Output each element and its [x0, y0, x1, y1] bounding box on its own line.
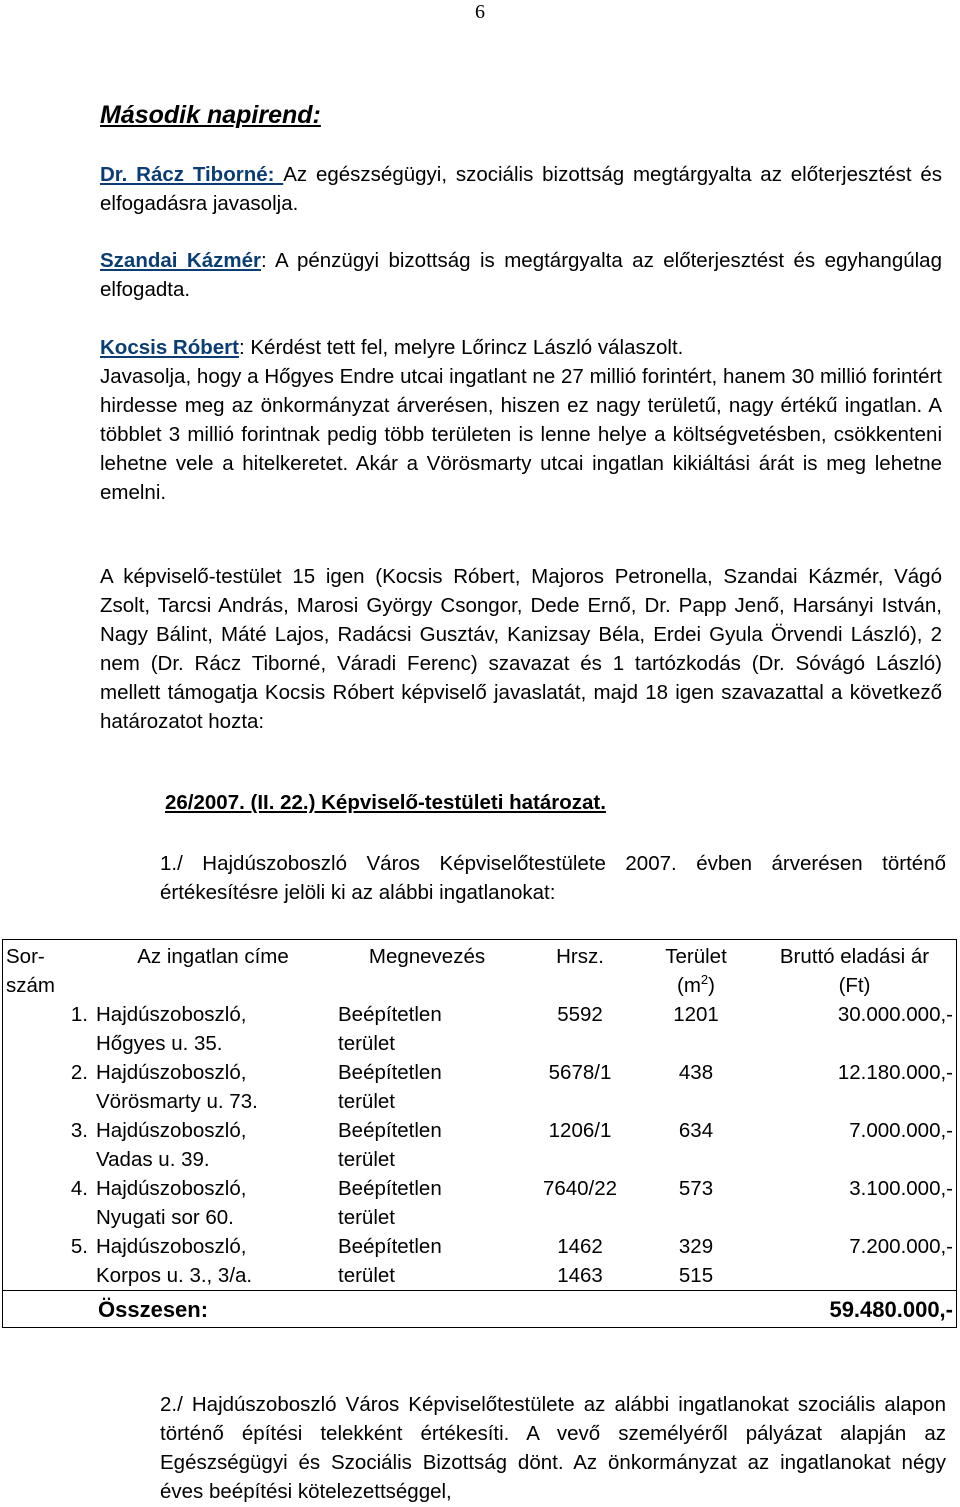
row-address: Hajdúszoboszló, Korpos u. 3., 3/a. — [96, 1235, 253, 1287]
row-hrsz: 1206/1 — [548, 1119, 612, 1142]
row-area: 1201 — [673, 1003, 719, 1026]
resolution-item-1: 1./ Hajdúszoboszló Város Képviselőtestülete 2007. évben árverésen történő értékesítésre jelöli ki az alábbi ingatlanokat: — [160, 852, 946, 904]
row-address: Hajdúszoboszló, Hőgyes u. 35. — [96, 1003, 247, 1055]
row-address: Hajdúszoboszló, Vörösmarty u. 73. — [96, 1061, 258, 1113]
agenda-title: Második napirend: — [100, 101, 321, 129]
row-type: Beépítetlen terület — [338, 1177, 442, 1229]
paragraph-committee-finance — [100, 246, 942, 304]
table-row — [2, 1232, 957, 1291]
paragraph-text: : Kérdést tett fel, melyre Lőrincz László válaszolt. — [238, 336, 684, 359]
total-value: 59.480.000,- — [752, 1291, 957, 1329]
table-row — [2, 1116, 957, 1174]
row-number: 4. — [70, 1177, 88, 1200]
row-hrsz: 7640/22 — [542, 1177, 618, 1200]
row-number: 2. — [70, 1061, 88, 1084]
resolution-title: 26/2007. (II. 22.) Képviselő-testületi határozat. — [165, 791, 606, 814]
row-type: Beépítetlen terület — [338, 1061, 442, 1113]
speaker-name: Szandai Kázmér — [100, 249, 261, 272]
row-price: 3.100.000,- — [849, 1177, 953, 1200]
paragraph-question — [100, 333, 942, 362]
row-type: Beépítetlen terület — [338, 1235, 442, 1287]
col-header-price: Bruttó eladási ár (Ft) — [779, 945, 930, 997]
col-header-no: Sor- szám — [6, 945, 55, 997]
row-address: Hajdúszoboszló, Vadas u. 39. — [96, 1119, 247, 1171]
speaker-name: Dr. Rácz Tiborné: — [100, 163, 284, 186]
paragraph-vote: A képviselő-testület 15 igen (Kocsis Róbert, Majoros Petronella, Szandai Kázmér, Vágó Zsolt, Tarcsi András, Marosi György Csongor, Dede Ernő, Dr. Papp Jenő, Harsányi István, Nagy Bálint, Máté Lajos, Radácsi Gusztáv, Kanizsay Béla, Erdei Gyula Örvendi László), 2 nem (Dr. Rácz Tiborné, Váradi Ferenc) szavazat és 1 tartózkodás (Dr. Sóvágó László) mellett támogatja Kocsis Róbert képviselő javaslatát, majd 18 igen szavazattal a következő határozatot hozta: — [100, 565, 942, 733]
row-price: 7.000.000,- — [849, 1119, 953, 1142]
table-row — [2, 1058, 957, 1116]
row-number: 5. — [70, 1235, 88, 1258]
resolution-item-2: 2./ Hajdúszoboszló Város Képviselőtestülete az alábbi ingatlanokat szociális alapon történő építési telekként értékesíti. A vevő személyéről pályázat alapján az Egészségügyi és Szociális Bizottság dönt. Az önkormányzat az ingatlanokat négy éves beépítési kötelezettséggel, — [160, 1393, 946, 1503]
page-number: 6 — [475, 1, 485, 23]
table-row — [2, 1000, 957, 1058]
table-header-row — [2, 939, 957, 1000]
speaker-name: Kocsis Róbert — [100, 336, 239, 359]
row-address: Hajdúszoboszló, Nyugati sor 60. — [96, 1177, 247, 1229]
row-type: Beépítetlen terület — [338, 1119, 442, 1171]
col-header-type: Megnevezés — [368, 945, 486, 968]
col-header-area: Terület $(m^2)$ — [665, 945, 727, 997]
paragraph-committee-health — [100, 160, 942, 218]
row-price: 7.200.000,- — [849, 1235, 953, 1258]
row-hrsz: 5678/1 — [548, 1061, 612, 1084]
total-label: Összesen: — [2, 1291, 520, 1329]
table-row — [2, 1174, 957, 1232]
row-number: 1. — [70, 1003, 88, 1026]
row-hrsz: 1462 1463 — [557, 1235, 603, 1287]
row-area: 329 515 — [678, 1235, 714, 1287]
col-header-hrsz: Hrsz. — [556, 945, 604, 968]
row-hrsz: 5592 — [557, 1003, 603, 1026]
row-price: 30.000.000,- — [837, 1003, 953, 1026]
row-type: Beépítetlen terület — [338, 1003, 442, 1055]
paragraph-text: Az egészségügyi, szociális bizottság megtárgyalta az előterjesztést és elfogadásra javasolja. — [100, 163, 942, 215]
row-area: 438 — [678, 1061, 714, 1084]
property-table — [2, 939, 957, 1328]
row-area: 573 — [678, 1177, 714, 1200]
row-area: 634 — [678, 1119, 714, 1142]
row-price: 12.180.000,- — [837, 1061, 953, 1084]
paragraph-text: : A pénzügyi bizottság is megtárgyalta az előterjesztést és egyhangúlag elfogadta. — [100, 249, 942, 301]
table-total-row — [2, 1291, 957, 1329]
row-number: 3. — [70, 1119, 88, 1142]
col-header-address: Az ingatlan címe — [137, 945, 289, 968]
paragraph-proposal: Javasolja, hogy a Hőgyes Endre utcai ingatlant ne 27 millió forintért, hanem 30 millió forintért hirdesse meg az önkormányzat árverésen, hiszen ez nagy területű, nagy értékű ingatlan. A többlet 3 millió forintnak pedig több területen is lenne helye a költségvetésben, csökkenteni lehetne vele a hitelkeretet. Akár a Vörösmarty utcai ingatlan kikiáltási árát is meg lehetne emelni. — [100, 365, 942, 504]
